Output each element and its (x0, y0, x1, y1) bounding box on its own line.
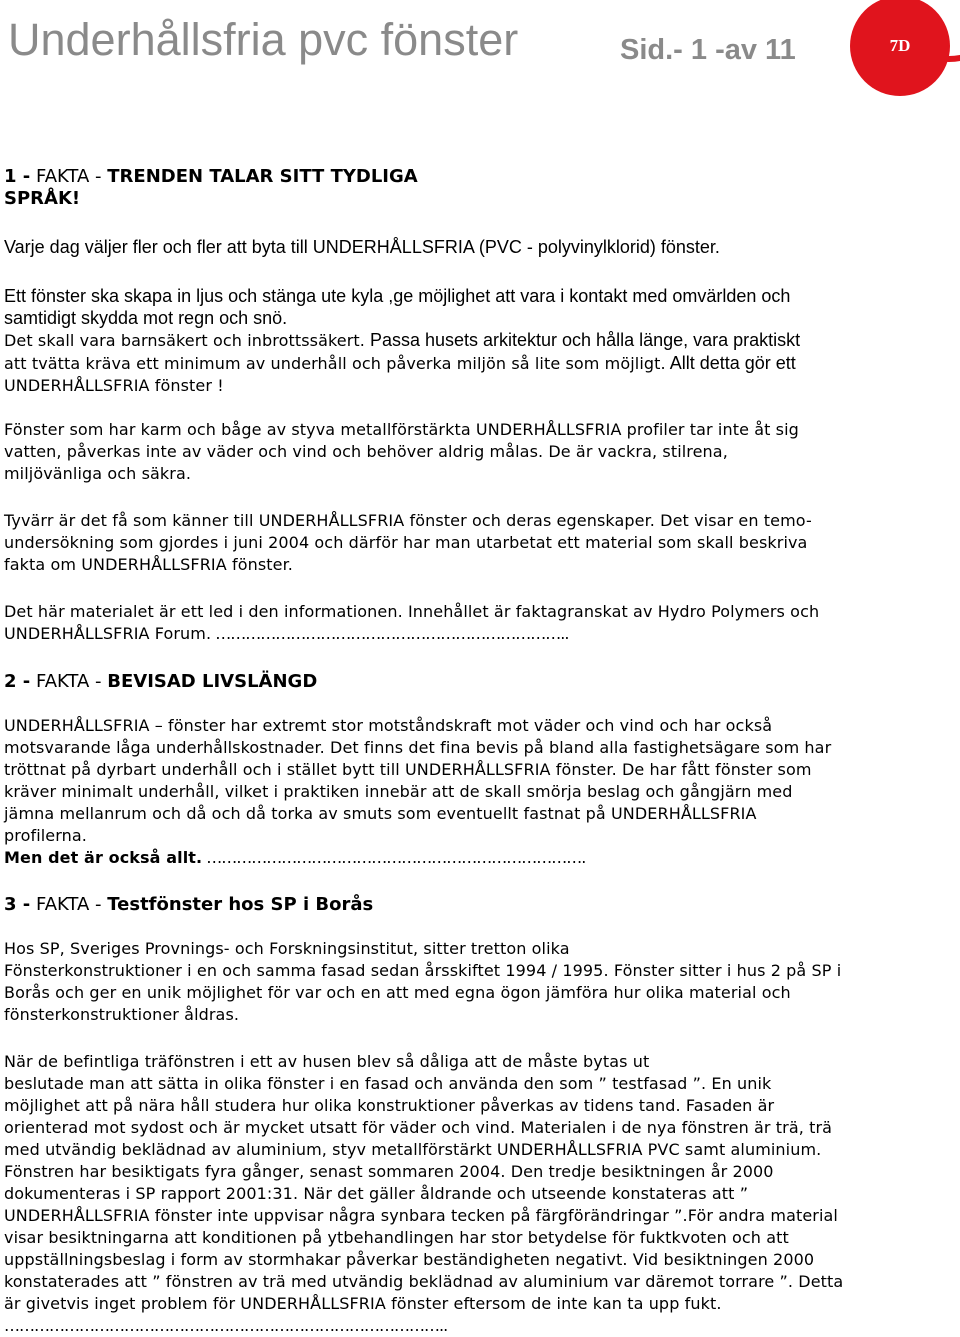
text-line: kräver minimalt underhåll, vilket i praktiken innebär att de skall smörja beslag och gångjärn med (4, 782, 793, 801)
text-segment: vatten, påverkas inte av väder och vind och behöver aldrig målas. (4, 442, 544, 461)
logo-disc (850, 0, 950, 96)
text-segment: UNDERHÅLLSFRIA fönster inte uppvisar några synbara tecken på färgförändringar ”. (4, 1206, 688, 1225)
text-line: samtidigt skydda mot regn och snö. (4, 308, 288, 328)
section-2-label: FAKTA - (30, 671, 108, 692)
text-segment: Fasaden är (680, 1096, 775, 1115)
text-segment: Innehållet är faktagranskat av Hydro Polymers och (402, 602, 820, 621)
text-segment: Fönsterkonstruktioner i en och samma fasad sedan årsskiftet 1994 / 1995. (4, 961, 609, 980)
text-segment: Det här materialet är ett led i den informationen. (4, 602, 403, 621)
section-1-number: 1 - (4, 166, 31, 187)
text-segment: En unik (706, 1074, 772, 1093)
section-1-paragraph-5 (4, 510, 812, 576)
text-segment: Vid besiktningen 2000 (627, 1250, 815, 1269)
text-line: fakta om UNDERHÅLLSFRIA fönster. (4, 555, 293, 574)
page-indicator: Sid.- 1 -av 11 (620, 34, 796, 66)
text-line: jämna mellanrum och då och då torka av smuts som eventuellt fastnat på UNDERHÅLLSFRIA (4, 804, 757, 823)
section-1-heading (4, 166, 418, 210)
section-3-title: Testfönster hos SP i Borås (107, 894, 374, 915)
section-3-paragraph-2 (4, 1051, 843, 1337)
dot-leader: ……………………………………………………………………………. (4, 1316, 444, 1335)
section-2-heading (4, 671, 317, 693)
section-1-paragraph-6 (4, 601, 819, 645)
logo-text: 7D (889, 36, 911, 55)
text-line: När de befintliga träfönstren i ett av husen blev så dåliga att de måste bytas ut (4, 1052, 650, 1071)
text-line: Varje dag väljer fler och fler att byta till UNDERHÅLLSFRIA (PVC - polyvinylklorid) fönster. (4, 237, 720, 257)
text-line: Fönster som har karm och båge av styva metallförstärkta UNDERHÅLLSFRIA profiler tar inte åt sig (4, 420, 799, 439)
text-line: med utvändig beklädnad av aluminium, styv metallförstärkt UNDERHÅLLSFRIA PVC samt aluminium. (4, 1140, 822, 1159)
section-2-paragraph (4, 715, 831, 869)
text-segment: motsvarande låga underhållskostnader. (4, 738, 325, 757)
text-segment: möjlighet att på nära håll studera hur olika konstruktioner påverkas av tidens tand. (4, 1096, 681, 1115)
text-segment: För andra material (687, 1206, 838, 1225)
text-segment: . (564, 624, 570, 643)
section-1-paragraph-1 (4, 236, 720, 258)
text-line: UNDERHÅLLSFRIA – fönster har extremt stor motståndskraft mot väder och vind och har också (4, 716, 773, 735)
dot-leader: ……………………………………………………………. (211, 624, 565, 643)
section-1-paragraph-2 (4, 285, 790, 329)
text-segment: konstaterades att ” fönstren av trä med utvändig beklädnad av aluminium var däremot torrare ”. (4, 1272, 794, 1291)
document-title: Underhållsfria pvc fönster (8, 14, 519, 65)
text-line: Ett fönster ska skapa in ljus och stänga ute kyla ,ge möjlighet att vara i kontakt med omvärlden och (4, 286, 791, 306)
section-3-paragraph-1 (4, 938, 841, 1026)
text-segment: De är vackra, stilrena, (543, 442, 728, 461)
section-1-title-cont: SPRÅK! (4, 188, 81, 209)
text-segment: Allt detta gör ett (665, 353, 796, 373)
section-3-label: FAKTA - (30, 894, 108, 915)
section-1-label: FAKTA - (30, 166, 108, 187)
text-segment: Detta (793, 1272, 844, 1291)
text-segment: att tvätta kräva ett minimum av underhåll och påverka miljön så lite som möjligt. (4, 354, 666, 373)
logo (848, 0, 960, 104)
text-line: miljövänliga och säkra. (4, 464, 192, 483)
section-2-number: 2 - (4, 671, 31, 692)
section-1-title: TRENDEN TALAR SITT TYDLIGA (107, 166, 418, 187)
text-segment: Tyvärr är det få som känner till UNDERHÅLLSFRIA fönster och deras egenskaper. (4, 511, 655, 530)
text-segment: Materialen i de nya fönstren är trä, trä (515, 1118, 833, 1137)
text-segment: dokumenteras i SP rapport 2001:31. (4, 1184, 299, 1203)
section-1-paragraph-3 (4, 329, 800, 397)
text-segment: Fönster sitter i hus 2 på SP i (608, 961, 842, 980)
text-segment: Fönstren har besiktigats fyra gånger, senast sommaren 2004. (4, 1162, 506, 1181)
text-segment: Men det är också allt. (4, 848, 203, 867)
text-line: Borås och ger en unik möjlighet för var och en att med egna ögon jämföra hur olika material och (4, 983, 791, 1002)
text-line: undersökning som gjordes i juni 2004 och därför har man utarbetat ett material som skall beskriva (4, 533, 808, 552)
text-line: UNDERHÅLLSFRIA fönster ! (4, 376, 224, 395)
section-2-title: BEVISAD LIVSLÄNGD (107, 671, 318, 692)
text-segment: Passa husets arkitektur och hålla länge, vara praktiskt (364, 330, 801, 350)
text-segment: Det skall vara barnsäkert och inbrottssäkert. (4, 331, 365, 350)
text-segment: De har fått fönster som (616, 760, 812, 779)
text-line: fönsterkonstruktioner åldras. (4, 1005, 240, 1024)
text-segment: tröttnat på dyrbart underhåll och i stället bytt till UNDERHÅLLSFRIA fönster. (4, 760, 617, 779)
text-segment: Den tredje besiktningen år 2000 (505, 1162, 774, 1181)
section-3-heading (4, 894, 373, 916)
text-segment: Det visar en temo- (654, 511, 812, 530)
text-segment: uppställningsbeslag i form av stormhakar påverkar beständigheten negativt. (4, 1250, 628, 1269)
text-segment: När det gäller åldrande och utseende konstateras att ” (298, 1184, 749, 1203)
text-segment: beslutade man att sätta in olika fönster i en fasad och använda den som ” testfasad ”. (4, 1074, 707, 1093)
text-segment: UNDERHÅLLSFRIA Forum. (4, 624, 212, 643)
text-line: visar besiktningarna att konditionen på ytbehandlingen har stor betydelse för fuktkvoten och att (4, 1228, 789, 1247)
text-segment: orienterad mot sydost och är mycket utsatt för väder och vind. (4, 1118, 516, 1137)
text-line: Hos SP, Sveriges Provnings- och Forskningsinstitut, sitter tretton olika (4, 939, 570, 958)
text-segment: Det finns det fina bevis på bland alla fastighetsägare som har (324, 738, 832, 757)
section-3-number: 3 - (4, 894, 31, 915)
text-line: profilerna. (4, 826, 87, 845)
section-1-paragraph-4 (4, 419, 799, 485)
dot-leader: …………………………………………………………………. (202, 848, 586, 867)
text-line: är givetvis inget problem för UNDERHÅLLSFRIA fönster eftersom de inte kan ta upp fukt. (4, 1294, 722, 1313)
text-segment: . (443, 1316, 449, 1335)
